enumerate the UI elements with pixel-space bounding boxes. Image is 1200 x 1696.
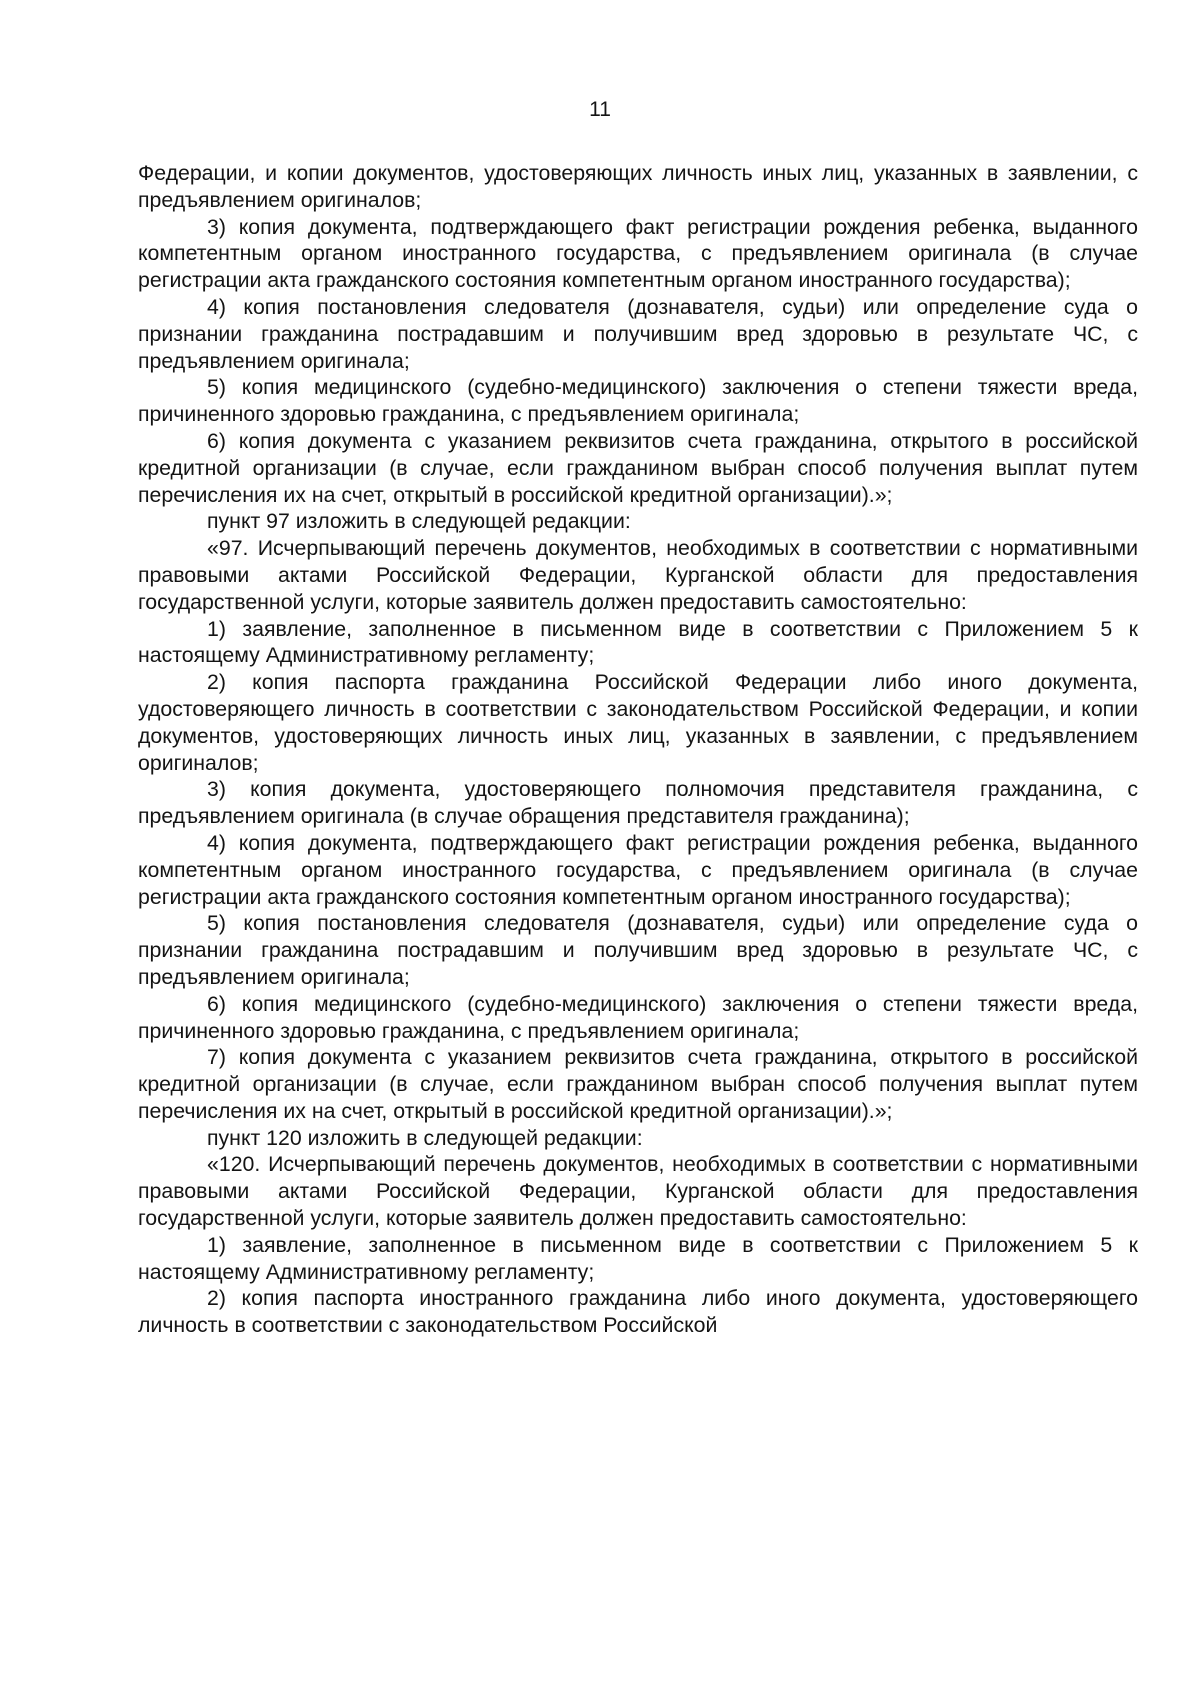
- paragraph: 4) копия документа, подтверждающего факт регистрации рождения ребенка, выданного компетентным органом иностранного государства, с предъявлением оригинала (в случае регистрации акта гражданского состояния компетентным органом иностранного государства);: [138, 830, 1138, 909]
- paragraph: 3) копия документа, подтверждающего факт регистрации рождения ребенка, выданного компетентным органом иностранного государства, с предъявлением оригинала (в случае регистрации акта гражданского состояния компетентным органом иностранного государства);: [138, 214, 1138, 293]
- paragraph: 1) заявление, заполненное в письменном виде в соответствии с Приложением 5 к настоящему Административному регламенту;: [138, 616, 1138, 668]
- paragraph: «97. Исчерпывающий перечень документов, необходимых в соответствии с нормативными правовыми актами Российской Федерации, Курганской области для предоставления государственной услуги, которые заявитель должен предоставить самостоятельно:: [138, 536, 1138, 614]
- document-body: [138, 160, 1138, 1339]
- paragraph: 6) копия медицинского (судебно-медицинского) заключения о степени тяжести вреда, причиненного здоровью гражданина, с предъявлением оригинала;: [138, 991, 1138, 1043]
- paragraph: пункт 97 изложить в следующей редакции:: [207, 509, 631, 534]
- paragraph: 1) заявление, заполненное в письменном виде в соответствии с Приложением 5 к настоящему Административному регламенту;: [138, 1232, 1138, 1284]
- paragraph: пункт 120 изложить в следующей редакции:: [207, 1125, 643, 1150]
- paragraph: 4) копия постановления следователя (дознавателя, судьи) или определение суда о признании гражданина пострадавшим и получившим вред здоровью в результате ЧС, с предъявлением оригинала;: [138, 294, 1138, 373]
- paragraph: Федерации, и копии документов, удостоверяющих личность иных лиц, указанных в заявлении, с предъявлением оригиналов;: [138, 161, 1138, 212]
- page-number: 11: [589, 98, 611, 121]
- paragraph: «120. Исчерпывающий перечень документов, необходимых в соответствии с нормативными правовыми актами Российской Федерации, Курганской области для предоставления государственной услуги, которые заявитель должен предоставить самостоятельно:: [138, 1152, 1138, 1231]
- paragraph: 7) копия документа с указанием реквизитов счета гражданина, открытого в российской кредитной организации (в случае, если гражданином выбран способ получения выплат путем перечисления их на счет, открытый в российской кредитной организации).»;: [138, 1045, 1138, 1123]
- paragraph: 3) копия документа, удостоверяющего полномочия представителя гражданина, с предъявлением оригинала (в случае обращения представителя гражданина);: [138, 777, 1138, 829]
- paragraph: 2) копия паспорта гражданина Российской Федерации либо иного документа, удостоверяющего личность в соответствии с законодательством Российской Федерации, и копии документов, удостоверяющих личность иных лиц, указанных в заявлении, с предъявлением оригиналов;: [138, 670, 1138, 775]
- paragraph: 5) копия медицинского (судебно-медицинского) заключения о степени тяжести вреда, причиненного здоровью гражданина, с предъявлением оригинала;: [138, 375, 1138, 427]
- paragraph: 6) копия документа с указанием реквизитов счета гражданина, открытого в российской кредитной организации (в случае, если гражданином выбран способ получения выплат путем перечисления их на счет, открытый в российской кредитной организации).»;: [138, 428, 1138, 507]
- paragraph: 5) копия постановления следователя (дознавателя, судьи) или определение суда о признании гражданина пострадавшим и получившим вред здоровью в результате ЧС, с предъявлением оригинала;: [138, 911, 1138, 989]
- paragraph: 2) копия паспорта иностранного гражданина либо иного документа, удостоверяющего личность в соответствии с законодательством Российской: [138, 1286, 1138, 1338]
